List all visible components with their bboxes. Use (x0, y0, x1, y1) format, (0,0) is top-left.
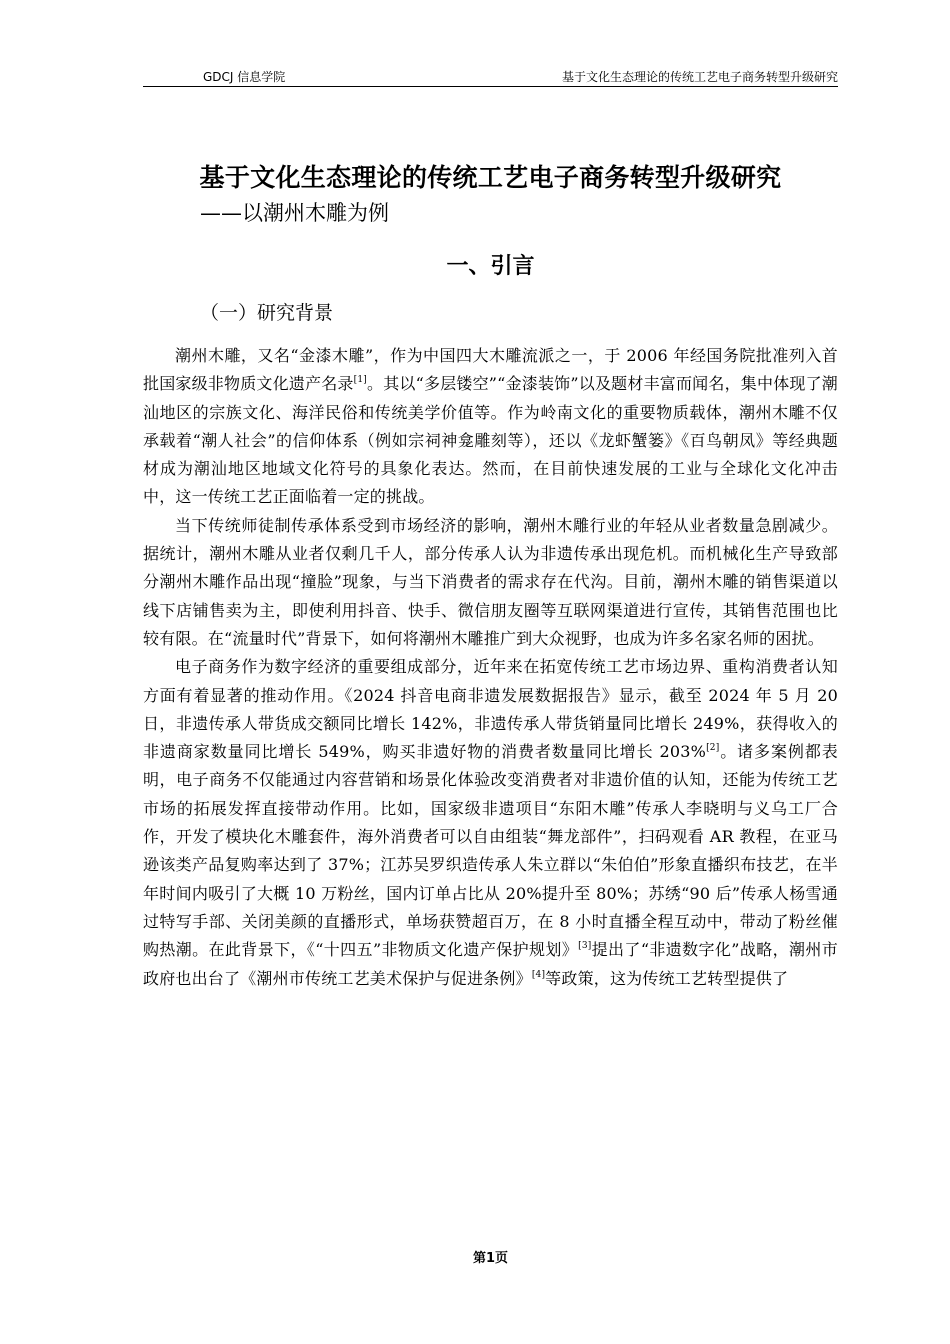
body-text (143, 342, 838, 993)
header-running-title: 基于文化生态理论的传统工艺电子商务转型升级研究 (561, 70, 838, 84)
document-title: 基于文化生态理论的传统工艺电子商务转型升级研究 (199, 163, 782, 192)
paragraph (143, 342, 838, 512)
paragraph-text: 当下传统师徒制传承体系受到市场经济的影响，潮州木雕行业的年轻从业者数量急剧减少。据统计，潮州木雕从业者仅剩几千人，部分传承人认为非遗传承出现危机。而机械化生产导致部分潮州木雕作品出现“撞脸”现象，与当下消费者的需求存在代沟。目前，潮州木雕的销售渠道以线下店铺售卖为主，即使利用抖音、快手、微信朋友圈等互联网渠道进行宣传，其销售范围也比较有限。在“流量时代”背景下，如何将潮州木雕推广到大众视野，也成为许多名家名师的困扰。 (143, 515, 838, 648)
paragraph-text: 提出了“非遗数字化”战略，潮州市政府也出台了《潮州市传统工艺美术保护与促进条例》 (143, 940, 838, 988)
citation-ref: [3] (578, 941, 592, 952)
paragraph-text: 等政策，这为传统工艺转型提供了 (545, 968, 789, 988)
paragraph-text: 潮州木雕，又名“金漆木雕”，作为中国四大木雕流派之一，于 2006 年经国务院批准列入首批国家级非物质文化遗产名录 (143, 346, 838, 394)
document-subtitle: ——以潮州木雕为例 (200, 201, 389, 225)
citation-ref: [4] (531, 969, 546, 980)
paragraph-text: 。其以“多层镂空”“金漆装饰”以及题材丰富而闻名，集中体现了潮汕地区的宗族文化、海洋民俗和传统美学价值等。作为岭南文化的重要物质载体，潮州木雕不仅承载着“潮人社会”的信仰体系（例如宗祠神龛雕刻等），还以《龙虾蟹篓》《百鸟朝凤》等经典题材成为潮汕地区地域文化符号的具象化表达。然而，在目前快速发展的工业与全球化文化冲击中，这一传统工艺正面临着一定的挑战。 (143, 374, 838, 507)
header-institution: GDCJ 信息学院 (203, 70, 286, 84)
paragraph-text: 电子商务作为数字经济的重要组成部分，近年来在拓宽传统工艺市场边界、重构消费者认知方面有着显著的推动作用。《2024 抖音电商非遗发展数据报告》显示，截至 2024 年 5 月 20 日，非遗传承人带货成交额同比增长 142%，非遗传承人带货销量同比增长 249%，获得收入的非遗商家数量同比增长 549%，购买非遗好物的消费者数量同比增长 203% (143, 657, 838, 762)
citation-ref: [2] (706, 743, 720, 754)
page-number: 第1页 (472, 1251, 509, 1266)
citation-ref: [1] (353, 375, 367, 386)
paragraph-text: 。诸多案例都表明，电子商务不仅能通过内容营销和场景化体验改变消费者对非遗价值的认知，还能为传统工艺市场的拓展发挥直接带动作用。比如，国家级非遗项目“东阳木雕”传承人李晓明与义乌工厂合作，开发了模块化木雕套件，海外消费者可以自由组装“舞龙部件”，扫码观看 AR 教程，在亚马逊该类产品复购率达到了 37%；江苏吴罗织造传承人朱立群以“朱伯伯”形象直播织布技艺，在半年时间内吸引了大概 10 万粉丝，国内订单占比从 20%提升至 80%；苏绣“90 后”传承人杨雪通过特写手部、关闭美颜的直播形式，单场获赞超百万，在 8 小时直播全程互动中，带动了粉丝催购热潮。在此背景下，《“十四五”非物质文化遗产保护规划》 (143, 742, 838, 960)
section-heading: 一、引言 (446, 254, 535, 279)
paragraph (143, 653, 838, 993)
subsection-heading: （一）研究背景 (200, 302, 334, 324)
paragraph (143, 512, 838, 653)
page-header (143, 66, 838, 87)
